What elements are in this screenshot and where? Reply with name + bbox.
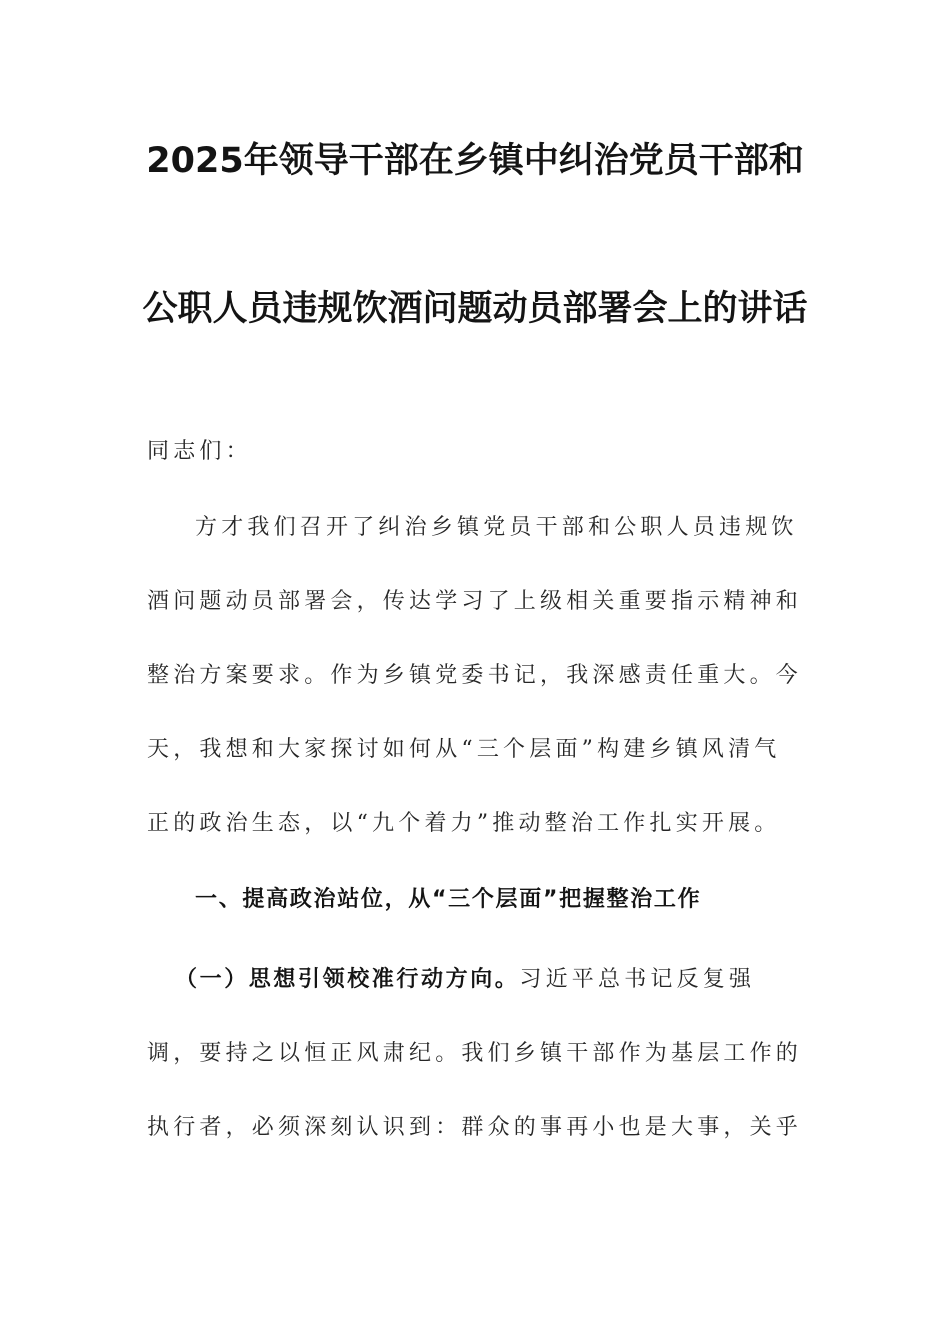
intro-line-4: 天，我想和大家探讨如何从“三个层面”构建乡镇风清气 <box>147 737 781 762</box>
intro-line-5: 正的政治生态，以“九个着力”推动整治工作扎实开展。 <box>147 811 781 836</box>
document-title-line-2: 公职人员违规饮酒问题动员部署会上的讲话 <box>142 289 808 329</box>
salutation: 同志们： <box>147 439 252 464</box>
subsection-1-line-2: 调，要持之以恒正风肃纪。我们乡镇干部作为基层工作的 <box>147 1041 803 1066</box>
intro-line-2: 酒问题动员部署会，传达学习了上级相关重要指示精神和 <box>147 589 803 614</box>
subsection-1-first-line <box>147 965 835 995</box>
subsection-1-title: （一）思想引领校准行动方向。 <box>175 967 520 992</box>
subsection-1-line-1: 习近平总书记反复强 <box>519 967 756 992</box>
intro-line-1: 方才我们召开了纠治乡镇党员干部和公职人员违规饮 <box>195 515 798 540</box>
document-title-line-1: 2025年领导干部在乡镇中纠治党员干部和 <box>146 141 804 181</box>
subsection-1-line-3: 执行者，必须深刻认识到：群众的事再小也是大事，关乎 <box>147 1115 803 1140</box>
intro-line-3: 整治方案要求。作为乡镇党委书记，我深感责任重大。今 <box>147 663 803 688</box>
section-1-heading: 一、提高政治站位，从“三个层面”把握整治工作 <box>195 887 702 912</box>
